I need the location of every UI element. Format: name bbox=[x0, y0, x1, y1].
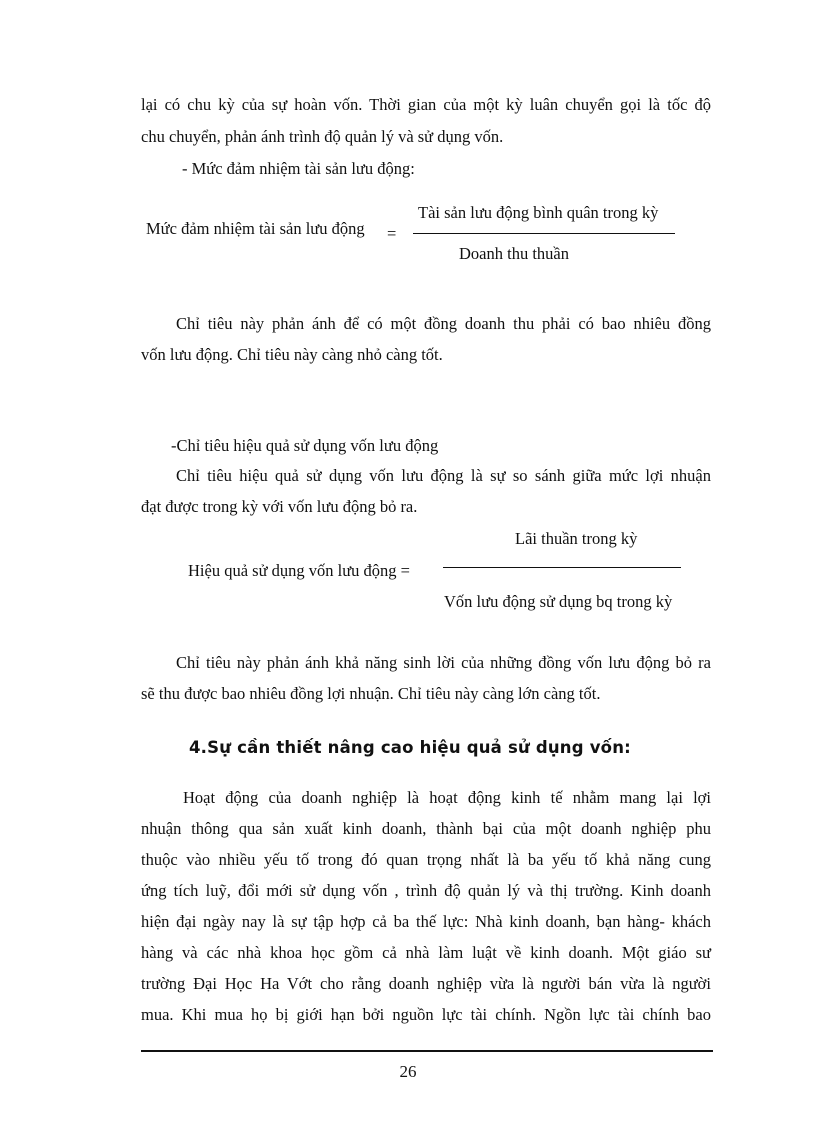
paragraph-line: lại có chu kỳ của sự hoàn vốn. Thời gian của một kỳ luân chuyển gọi là tốc độ bbox=[141, 95, 711, 114]
page-number: 26 bbox=[399, 1062, 417, 1081]
formula-lhs: Mức đảm nhiệm tài sản lưu động bbox=[146, 219, 365, 238]
item-label: - Mức đảm nhiệm tài sản lưu động: bbox=[182, 159, 415, 178]
fraction-bar bbox=[413, 233, 675, 234]
footer-rule bbox=[141, 1050, 713, 1052]
formula-numerator: Tài sản lưu động bình quân trong kỳ bbox=[418, 203, 659, 222]
paragraph-line: ứng tích luỹ, đổi mới sử dụng vốn , trình độ quản lý và thị trường. Kinh doanh bbox=[141, 881, 711, 900]
paragraph-line: nhuận thông qua sản xuất kinh doanh, thành bại của một doanh nghiệp phu bbox=[141, 819, 711, 838]
fraction-bar bbox=[443, 567, 681, 568]
paragraph-line: vốn lưu động. Chỉ tiêu này càng nhỏ càng tốt. bbox=[141, 345, 443, 364]
paragraph-line: Hoạt động của doanh nghiệp là hoạt động kinh tế nhằm mang lại lợi bbox=[183, 788, 711, 807]
paragraph-line: Chỉ tiêu này phản ánh để có một đồng doanh thu phải có bao nhiêu đồng bbox=[176, 314, 711, 333]
paragraph-line: Chỉ tiêu này phản ánh khả năng sinh lời của những đồng vốn lưu động bỏ ra bbox=[176, 653, 711, 672]
paragraph-line: Chỉ tiêu hiệu quả sử dụng vốn lưu động là sự so sánh giữa mức lợi nhuận bbox=[176, 466, 711, 485]
paragraph-line: thuộc vào nhiều yếu tố trong đó quan trọng nhất là ba yếu tố khả năng cung bbox=[141, 850, 711, 869]
paragraph-line: đạt được trong kỳ với vốn lưu động bỏ ra. bbox=[141, 497, 418, 516]
paragraph-line: trường Đại Học Ha Vớt cho rằng doanh nghiệp vừa là người bán vừa là người bbox=[141, 974, 711, 993]
paragraph-line: sẽ thu được bao nhiêu đồng lợi nhuận. Chỉ tiêu này càng lớn càng tốt. bbox=[141, 684, 601, 703]
formula-lhs: Hiệu quả sử dụng vốn lưu động = bbox=[188, 561, 410, 580]
paragraph-line: hiện đại ngày nay là sự tập hợp cả ba thế lực: Nhà kinh doanh, bạn hàng- khách bbox=[141, 912, 711, 931]
paragraph-line: chu chuyển, phản ánh trình độ quản lý và sử dụng vốn. bbox=[141, 127, 504, 146]
formula-equals: = bbox=[387, 224, 397, 243]
section-heading: 4.Sự cần thiết nâng cao hiệu quả sử dụng vốn: bbox=[189, 738, 631, 757]
paragraph-line: hàng và các nhà khoa học gồm cả nhà làm luật về kinh doanh. Một giáo sư bbox=[141, 943, 711, 962]
paragraph-line: mua. Khi mua họ bị giới hạn bởi nguồn lực tài chính. Ngồn lực tài chính bao bbox=[141, 1005, 711, 1024]
formula-denominator: Doanh thu thuần bbox=[459, 244, 569, 263]
item-label: -Chỉ tiêu hiệu quả sử dụng vốn lưu động bbox=[171, 436, 439, 455]
formula-denominator: Vốn lưu động sử dụng bq trong kỳ bbox=[444, 592, 673, 611]
formula-numerator: Lãi thuần trong kỳ bbox=[515, 529, 638, 548]
